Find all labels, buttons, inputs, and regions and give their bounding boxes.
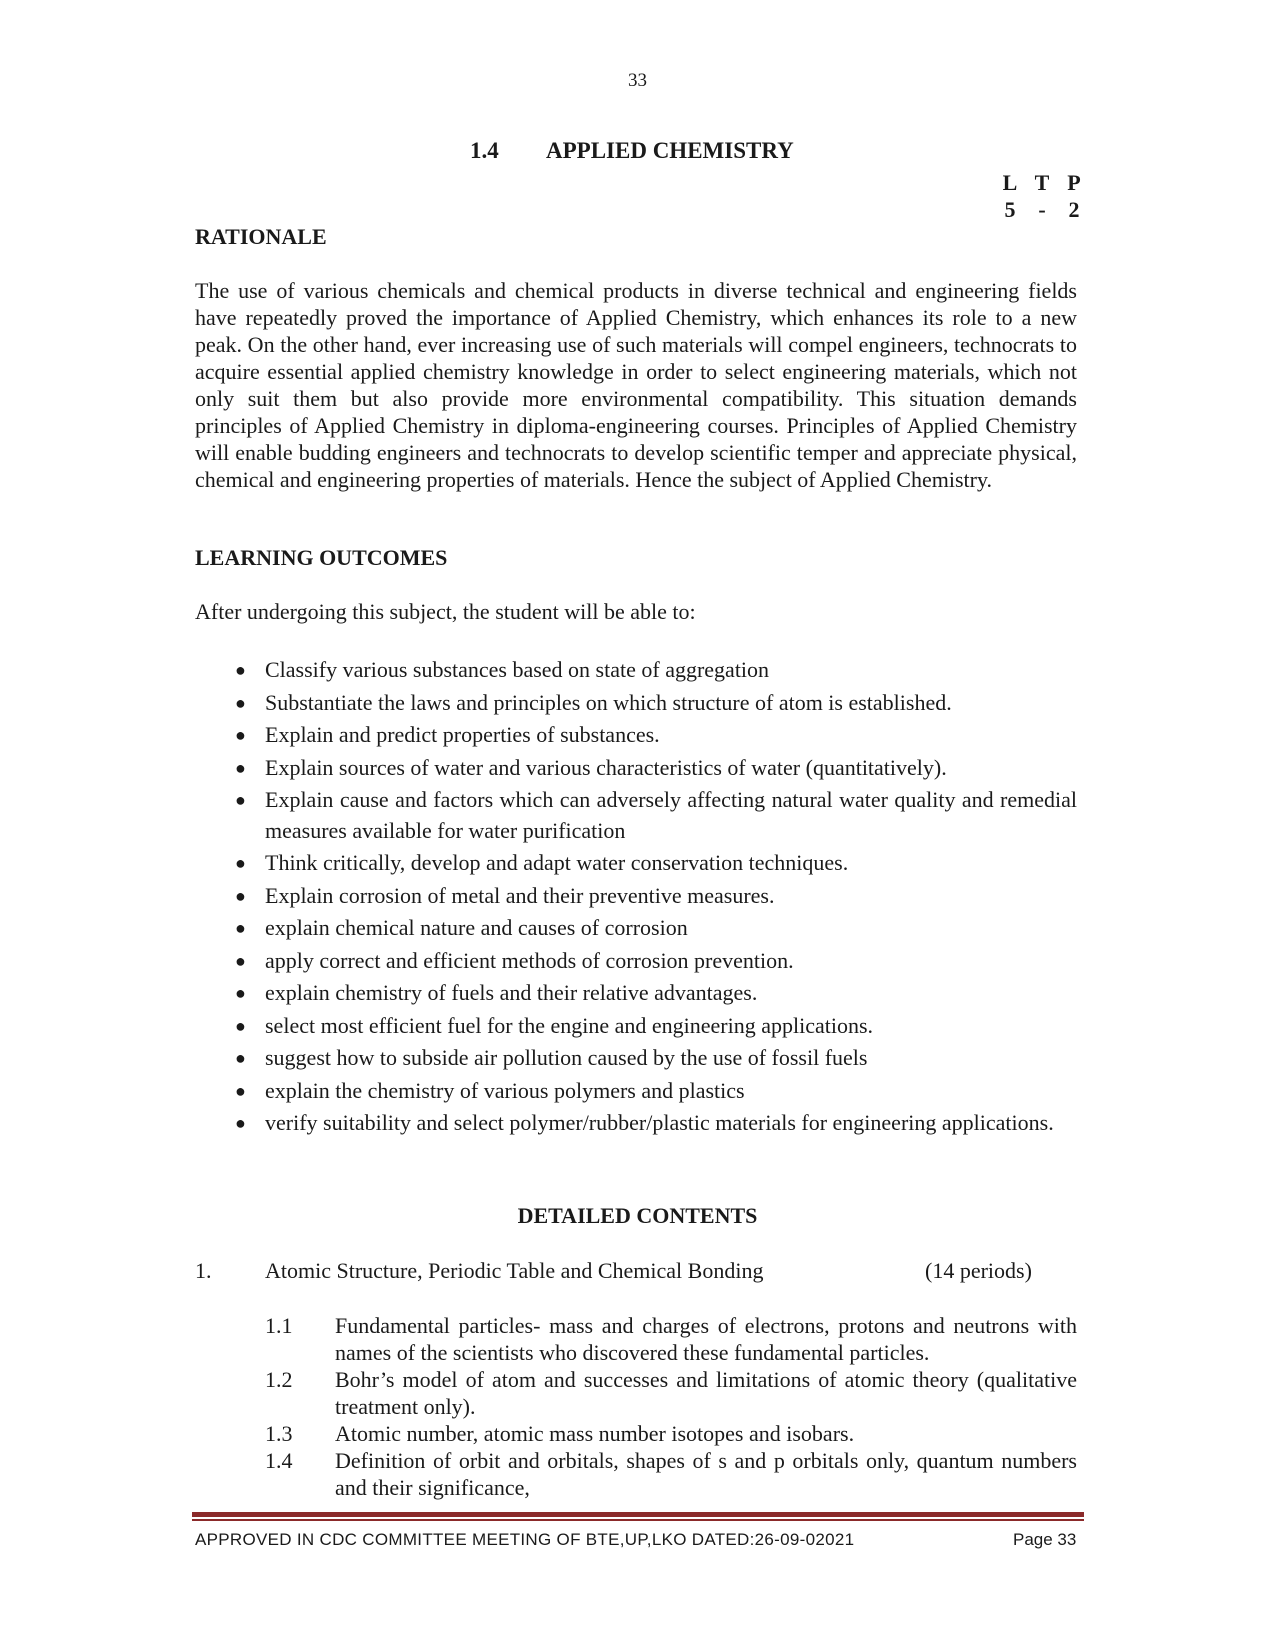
outcome-text: Explain cause and factors which can adversely affecting natural water quality and remedial measures available for water purification <box>265 787 1077 843</box>
list-item <box>195 785 1077 846</box>
list-item <box>195 1043 1077 1074</box>
outcome-text: apply correct and efficient methods of corrosion prevention. <box>265 947 794 973</box>
list-item <box>195 1011 1077 1042</box>
bullet-icon: ● <box>235 1015 246 1036</box>
subsection-list <box>265 1312 1077 1501</box>
list-item <box>195 1076 1077 1107</box>
subsection-number: 1.4 <box>265 1448 293 1473</box>
list-item <box>195 946 1077 977</box>
outcome-text: explain chemical nature and causes of corrosion <box>265 915 688 940</box>
ltp-value-p: 2 <box>1068 197 1080 222</box>
outcome-text: Think critically, develop and adapt water conservation techniques. <box>265 850 849 875</box>
outcome-text: Explain corrosion of metal and their preventive measures. <box>265 882 775 908</box>
bullet-icon: ● <box>235 660 246 680</box>
bullet-icon: ● <box>235 1113 246 1133</box>
title-text: APPLIED CHEMISTRY <box>546 138 794 163</box>
ltp-header-t: T <box>1034 170 1050 195</box>
ltp-header-p: P <box>1067 170 1081 195</box>
list-item <box>265 1420 1077 1447</box>
list-item <box>195 720 1077 751</box>
subsection-text: Bohr’s model of atom and successes and limitations of atomic theory (qualitative treatment only). <box>335 1367 1077 1419</box>
bullet-icon: ● <box>235 757 246 778</box>
subsection-text: Definition of orbit and orbitals, shapes of s and p orbitals only, quantum numbers and their significance, <box>335 1448 1077 1500</box>
list-item <box>265 1447 1077 1501</box>
outcome-text: verify suitability and select polymer/rubber/plastic materials for engineering applications. <box>265 1110 1054 1135</box>
detailed-contents-heading: DETAILED CONTENTS <box>517 1203 758 1228</box>
list-item <box>265 1366 1077 1420</box>
subsection-text: Fundamental particles- mass and charges of electrons, protons and neutrons with names of the scientists who discovered these fundamental particles. <box>335 1313 1077 1365</box>
subsection-number: 1.2 <box>265 1367 293 1392</box>
footer-page-label: Page 33 <box>1013 1530 1077 1549</box>
subsection-number: 1.1 <box>265 1313 293 1338</box>
footer-divider-thick <box>192 1512 1084 1517</box>
bullet-icon: ● <box>235 692 246 713</box>
ltp-value-t: - <box>1038 197 1046 222</box>
list-item <box>195 688 1077 719</box>
ltp-values <box>994 197 1090 223</box>
learning-outcomes-list <box>195 655 1077 1141</box>
outcome-text: Explain sources of water and various characteristics of water (quantitatively). <box>265 754 947 780</box>
outcome-text: suggest how to subside air pollution caused by the use of fossil fuels <box>265 1045 868 1070</box>
bullet-icon: ● <box>235 853 246 873</box>
bullet-icon: ● <box>235 950 246 971</box>
list-item <box>265 1312 1077 1366</box>
learning-outcomes-heading: LEARNING OUTCOMES <box>195 545 448 570</box>
outcome-text: explain chemistry of fuels and their relative advantages. <box>265 980 758 1005</box>
list-item <box>195 881 1077 912</box>
bullet-icon: ● <box>235 885 246 906</box>
page-title <box>470 138 794 164</box>
ltp-value-l: 5 <box>1004 197 1016 222</box>
section-number: 1. <box>195 1258 212 1283</box>
bullet-icon: ● <box>235 1048 246 1068</box>
rationale-text: The use of various chemicals and chemical products in diverse technical and engineering fields have repeatedly proved the importance of Applied Chemistry, which enhances its role to a new peak. On the other hand, ever increasing use of such materials will compel engineers, technocrats to acquire essential applied chemistry knowledge in order to select engineering materials, which not only suit them but also provide more environmental compatibility. This situation demands principles of Applied Chemistry in diploma-engineering courses. Principles of Applied Chemistry will enable budding engineers and technocrats to develop scientific temper and appreciate physical, chemical and engineering properties of materials. Hence the subject of Applied Chemistry. <box>195 278 1077 492</box>
title-number: 1.4 <box>470 138 499 163</box>
section-title: Atomic Structure, Periodic Table and Chemical Bonding <box>265 1258 764 1283</box>
bullet-icon: ● <box>235 983 246 1003</box>
list-item <box>195 913 1077 944</box>
list-item <box>195 1108 1077 1139</box>
outcome-text: Explain and predict properties of substances. <box>265 722 660 747</box>
list-item <box>195 753 1077 784</box>
list-item <box>195 848 1077 879</box>
ltp-headers <box>994 170 1090 196</box>
outcome-text: Classify various substances based on state of aggregation <box>265 657 770 682</box>
section-periods: (14 periods) <box>925 1258 1032 1283</box>
ltp-header-l: L <box>1002 170 1018 195</box>
list-item <box>195 655 1077 686</box>
footer-divider-thin <box>192 1519 1084 1521</box>
subsection-text: Atomic number, atomic mass number isotopes and isobars. <box>335 1421 855 1446</box>
footer-approval-text: APPROVED IN CDC COMMITTEE MEETING OF BTE,UP,LKO DATED:26-09-02021 <box>195 1530 855 1549</box>
subsection-number: 1.3 <box>265 1421 293 1446</box>
learning-outcomes-intro: After undergoing this subject, the student will be able to: <box>195 599 696 624</box>
bullet-icon: ● <box>235 790 246 810</box>
outcome-text: select most efficient fuel for the engine and engineering applications. <box>265 1012 874 1038</box>
outcome-text: Substantiate the laws and principles on which structure of atom is established. <box>265 689 952 715</box>
page-number: 33 <box>628 70 647 91</box>
rationale-heading: RATIONALE <box>195 224 327 249</box>
bullet-icon: ● <box>235 918 246 938</box>
bullet-icon: ● <box>235 1080 246 1101</box>
list-item <box>195 978 1077 1009</box>
bullet-icon: ● <box>235 725 246 745</box>
outcome-text: explain the chemistry of various polymers and plastics <box>265 1077 745 1103</box>
